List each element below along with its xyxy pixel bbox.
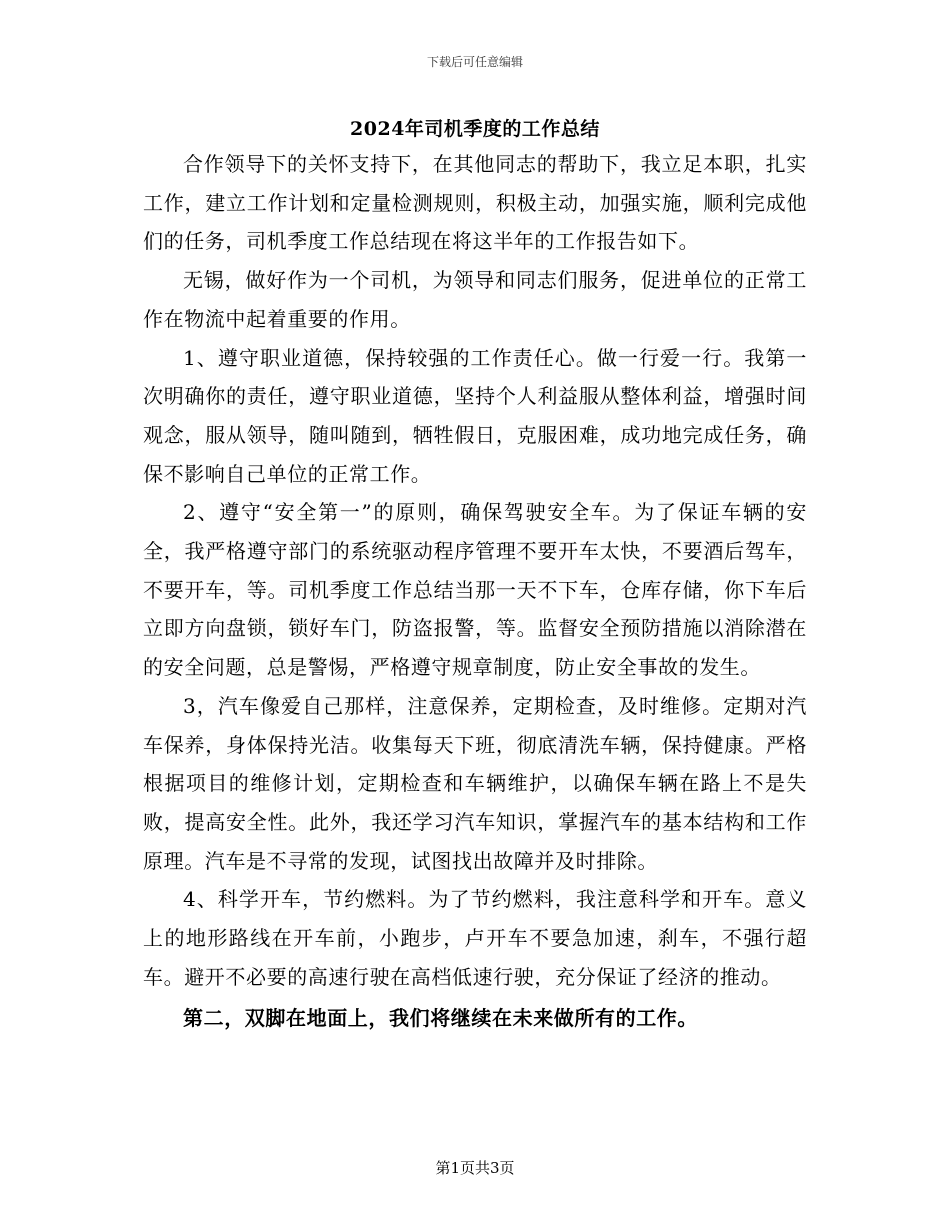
header-note: 下载后可任意编辑 [426, 55, 523, 69]
paragraph-section-heading: 第二，双脚在地面上，我们将继续在未来做所有的工作。 [183, 1006, 698, 1031]
page-footer: 第1页共3页 [435, 1159, 515, 1177]
paragraph-item-3: 3，汽车像爱自己那样，注意保养，定期检查，及时维修。定期对汽车保养，身体保持光洁。收集每天下班，彻底清洗车辆，保持健康。严格根据项目的维修计划，定期检查和车辆维护，以确保车辆在路上不是失败，提高安全性。此外，我还学习汽车知识，掌握汽车的基本结构和工作原理。汽车是不寻常的发现，试图找出故障并及时排除。 [143, 693, 807, 873]
document-body [143, 145, 807, 1038]
paragraph-item-2: 2、遵守“安全第一”的原则，确保驾驶安全车。为了保证车辆的安全，我严格遵守部门的系统驱动程序管理不要开车太快，不要酒后驾车，不要开车，等。司机季度工作总结当那一天不下车，仓库存储，你下车后立即方向盘锁，锁好车门，防盗报警，等。监督安全预防措施以消除潜在的安全问题，总是警惕，严格遵守规章制度，防止安全事故的发生。 [143, 500, 807, 680]
paragraph-item-4: 4、科学开车，节约燃料。为了节约燃料，我注意科学和开车。意义上的地形路线在开车前，小跑步，卢开车不要急加速，刹车，不强行超车。避开不必要的高速行驶在高档低速行驶，充分保证了经济的推动。 [143, 887, 807, 989]
paragraph-item-1: 1、遵守职业道德，保持较强的工作责任心。做一行爱一行。我第一次明确你的责任，遵守职业道德，坚持个人利益服从整体利益，增强时间观念，服从领导，随叫随到，牺牲假日，克服困难，成功地完成任务，确保不影响自己单位的正常工作。 [143, 345, 807, 486]
paragraph-intro: 合作领导下的关怀支持下，在其他同志的帮助下，我立足本职，扎实工作，建立工作计划和定量检测规则，积极主动，加强实施，顺利完成他们的任务，司机季度工作总结现在将这半年的工作报告如下。 [143, 152, 807, 254]
document-title: 2024年司机季度的工作总结 [350, 118, 600, 140]
paragraph-role: 无锡，做好作为一个司机，为领导和同志们服务，促进单位的正常工作在物流中起着重要的作用。 [143, 268, 807, 331]
